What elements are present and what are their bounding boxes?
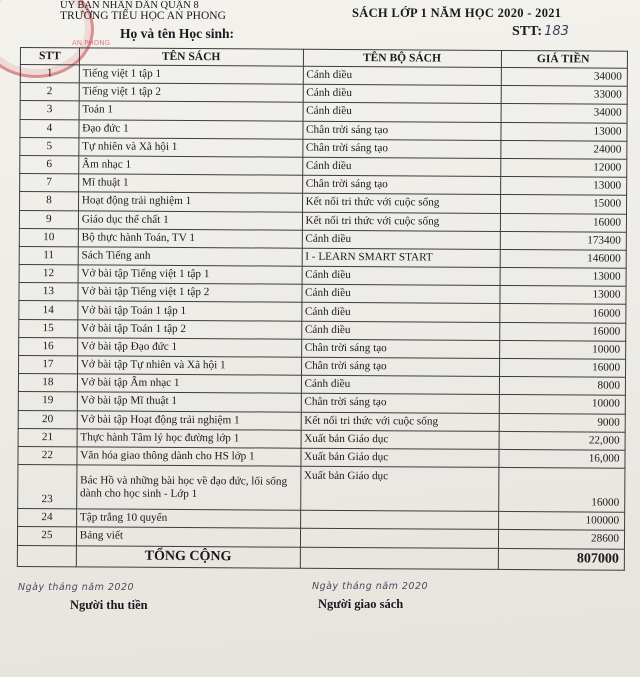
row-stt: 3: [20, 101, 79, 120]
row-stt: 11: [19, 246, 78, 265]
row-book-set: Chân trời sáng tạo: [302, 139, 500, 158]
row-price: 16000: [499, 358, 626, 377]
row-book-name: Vở bài tập Toán 1 tập 2: [78, 319, 302, 339]
receiver-signature-label: Người thu tiền: [70, 598, 148, 612]
row-price: 16,000: [498, 449, 625, 468]
row-stt: 9: [19, 210, 78, 229]
row-book-set: Xuất bản Giáo dục: [301, 430, 499, 449]
document-title: SÁCH LỚP 1 NĂM HỌC 2020 - 2021: [352, 6, 562, 20]
row-book-set: Chân trời sáng tạo: [302, 175, 500, 194]
row-price: 13000: [500, 177, 627, 196]
authority-name: ỦY BAN NHÂN DÂN QUẬN 8: [60, 0, 199, 11]
row-stt: 15: [19, 319, 78, 338]
row-book-name: Tiếng việt 1 tập 2: [79, 83, 303, 103]
row-stt: 24: [18, 509, 77, 528]
date-right: Ngày tháng năm 2020: [312, 581, 429, 592]
col-header-stt: STT: [20, 48, 79, 65]
row-book-name: Thực hành Tâm lý học đường lớp 1: [77, 429, 301, 449]
row-price: 15000: [500, 195, 627, 214]
row-stt: 18: [18, 374, 77, 393]
row-book-name: Vở bài tập Âm nhạc 1: [77, 374, 301, 394]
row-book-set: Cánh diều: [301, 321, 499, 340]
row-price: 13000: [500, 267, 627, 286]
stamp-text: AN PHONG: [72, 39, 110, 47]
row-book-set: I - LEARN SMART START: [302, 248, 500, 267]
row-book-name: Hoạt động trải nghiệm 1: [78, 192, 302, 212]
row-book-name: Tự nhiên và Xã hội 1: [79, 138, 303, 158]
row-price: 10000: [499, 395, 626, 414]
row-price: 16000: [499, 322, 626, 341]
row-stt: 8: [20, 192, 79, 211]
row-stt: 6: [20, 155, 79, 174]
row-stt: 1: [20, 65, 79, 84]
row-book-name: Bảng viết: [76, 527, 300, 547]
row-book-set: Chân trời sáng tạo: [303, 121, 501, 140]
row-book-set: Kết nối tri thức với cuộc sống: [301, 412, 499, 431]
row-book-name: Vở bài tập Tự nhiên và Xã hội 1: [77, 356, 301, 376]
row-book-name: Bác Hồ và những bài học về đạo đức, lối sống dành cho học sinh - Lớp 1: [76, 465, 300, 510]
row-book-set: Cánh diều: [302, 284, 500, 303]
issuing-authority: [60, 0, 226, 22]
row-stt: 14: [19, 301, 78, 320]
deliverer-signature-label: Người giao sách: [318, 597, 404, 611]
row-book-set: Cánh diều: [302, 266, 500, 285]
row-book-set: Cánh diều: [303, 84, 501, 103]
row-book-set: Cánh diều: [302, 157, 500, 176]
stt-label: STT:: [512, 24, 543, 39]
row-book-set: Cánh diều: [303, 66, 501, 85]
row-book-name: Giáo dục thể chất 1: [78, 210, 302, 230]
row-book-name: Vở bài tập Mĩ thuật 1: [77, 392, 301, 412]
row-book-set: Xuất bản Giáo dục: [301, 448, 499, 467]
row-price: 16000: [498, 468, 625, 513]
row-stt: 21: [18, 428, 77, 447]
table-row: [18, 465, 625, 513]
row-stt: 19: [18, 392, 77, 411]
row-stt: 25: [17, 527, 76, 546]
row-price: 10000: [499, 340, 626, 359]
row-book-set: Chân trời sáng tạo: [301, 339, 499, 358]
row-book-name: Toán 1: [79, 101, 303, 121]
row-book-set: Cánh diều: [301, 303, 499, 322]
row-price: 13000: [500, 122, 627, 141]
row-book-set: Cánh diều: [302, 230, 500, 249]
row-price: 34000: [501, 67, 628, 86]
row-book-name: Đạo đức 1: [79, 119, 303, 139]
row-price: 34000: [501, 104, 628, 123]
row-book-set: Chân trời sáng tạo: [301, 394, 499, 413]
row-book-name: Vở bài tập Đạo đức 1: [77, 338, 301, 358]
student-name-label: Họ và tên Học sinh:: [120, 26, 235, 41]
row-book-name: Vở bài tập Hoạt động trải nghiệm 1: [77, 410, 301, 430]
total-value: 807000: [498, 548, 625, 570]
row-book-name: Vở bài tập Tiếng việt 1 tập 1: [78, 265, 302, 285]
row-stt: 2: [20, 83, 79, 102]
row-book-set: Cánh diều: [301, 375, 499, 394]
row-book-name: Tiếng việt 1 tập 1: [79, 65, 303, 85]
row-price: 146000: [500, 249, 627, 268]
row-book-name: Mĩ thuật 1: [78, 174, 302, 194]
row-book-set: Cánh diều: [303, 103, 501, 122]
row-price: 22,000: [499, 431, 626, 450]
col-header-book-set: TÊN BỘ SÁCH: [303, 49, 501, 67]
row-price: 16000: [499, 304, 626, 323]
row-book-name: Văn hóa giao thông dành cho HS lớp 1: [77, 447, 301, 467]
row-price: 24000: [500, 140, 627, 159]
row-stt: 13: [19, 283, 78, 302]
row-book-name: Âm nhạc 1: [79, 156, 303, 176]
stt-field: [512, 24, 569, 40]
row-stt: 23: [18, 465, 77, 509]
col-header-book-name: TÊN SÁCH: [79, 48, 303, 66]
row-stt: 17: [19, 355, 78, 374]
row-stt: 20: [18, 410, 77, 429]
row-price: 8000: [499, 377, 626, 396]
total-row: [17, 545, 624, 570]
row-book-name: Vở bài tập Toán 1 tập 1: [78, 301, 302, 321]
date-left: Ngày tháng năm 2020: [18, 582, 135, 593]
row-book-set: Xuất bản Giáo dục: [300, 466, 498, 511]
row-stt: 10: [19, 228, 78, 247]
total-label: TỔNG CỘNG: [76, 545, 300, 567]
row-book-set: [300, 510, 498, 529]
row-price: 9000: [499, 413, 626, 432]
row-stt: 12: [19, 265, 78, 284]
school-name: TRƯỜNG TIỂU HỌC AN PHONG: [60, 10, 226, 22]
col-header-price: GIÁ TIỀN: [501, 50, 628, 68]
row-price: 173400: [500, 231, 627, 250]
row-book-name: Bộ thực hành Toán, TV 1: [78, 229, 302, 249]
row-book-set: Kết nối tri thức với cuộc sống: [302, 194, 500, 213]
table-body: [17, 65, 627, 549]
row-book-name: Vở bài tập Tiếng việt 1 tập 2: [78, 283, 302, 303]
row-price: 28600: [498, 530, 625, 549]
row-book-set: [300, 529, 498, 548]
row-stt: 16: [19, 337, 78, 356]
row-price: 33000: [501, 86, 628, 105]
row-book-set: Chân trời sáng tạo: [301, 357, 499, 376]
stt-handwritten-value: 183: [544, 24, 569, 39]
row-price: 100000: [498, 512, 625, 531]
row-stt: 7: [20, 174, 79, 193]
row-price: 16000: [500, 213, 627, 232]
row-stt: 5: [20, 137, 79, 156]
row-stt: 4: [20, 119, 79, 138]
row-price: 13000: [499, 286, 626, 305]
book-list-table: [17, 47, 628, 570]
row-price: 12000: [500, 158, 627, 177]
row-book-name: Tập trắng 10 quyển: [76, 509, 300, 529]
row-book-set: Kết nối tri thức với cuộc sống: [302, 212, 500, 231]
total-empty-cell: [300, 547, 498, 569]
row-stt: 22: [18, 446, 77, 465]
total-stt-cell: [17, 545, 76, 566]
row-book-name: Sách Tiếng anh: [78, 247, 302, 267]
